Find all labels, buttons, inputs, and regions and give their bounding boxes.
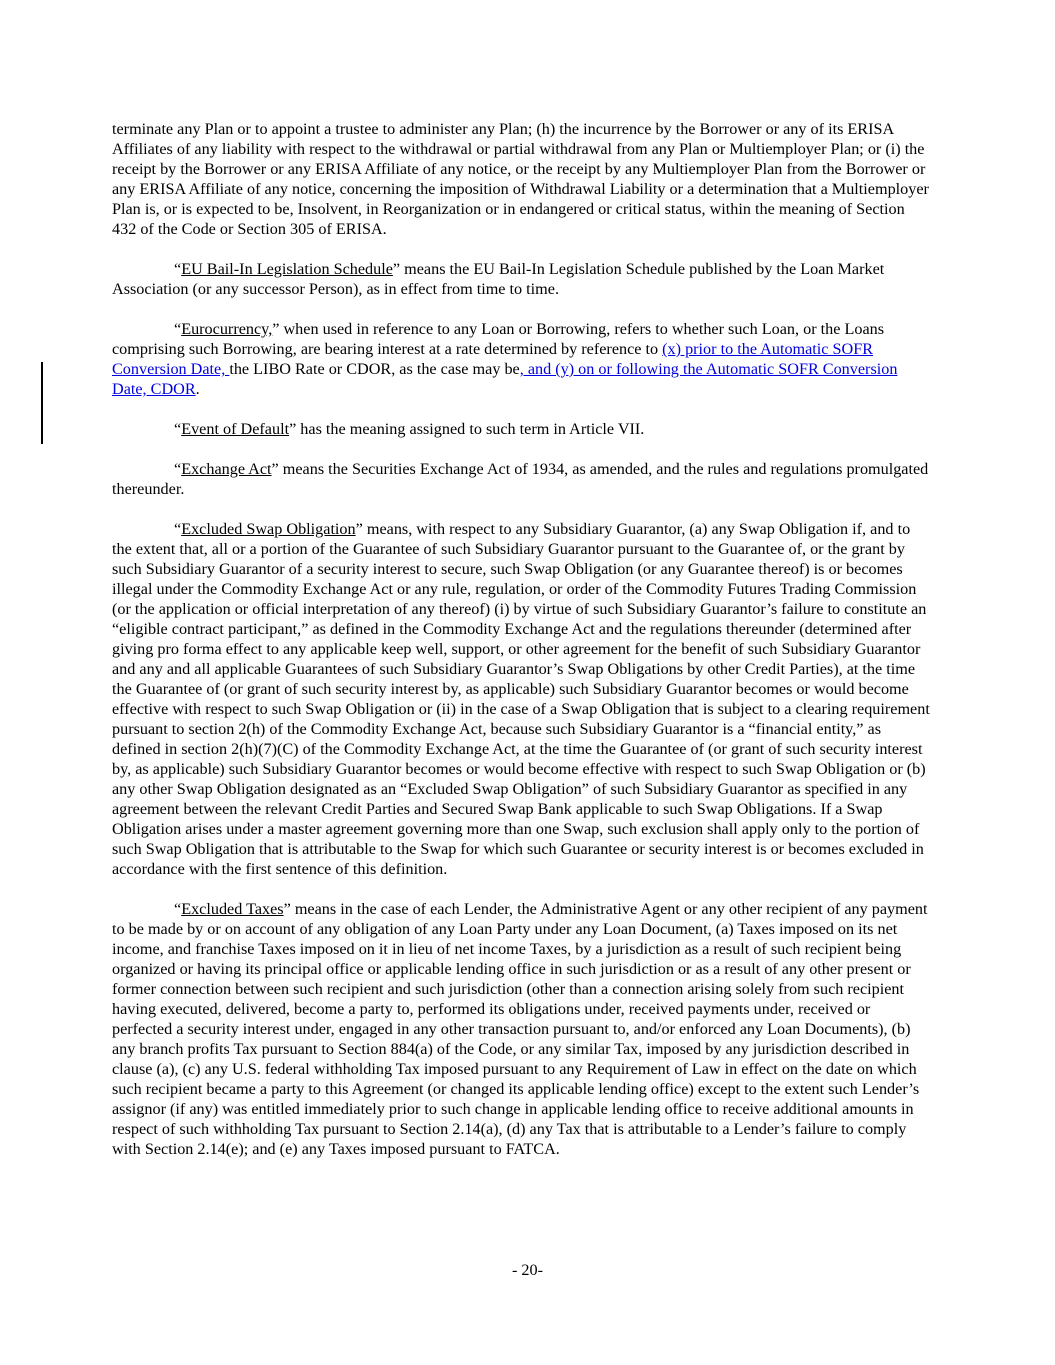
revision-change-bar (41, 362, 43, 444)
text-run: . (195, 380, 200, 398)
text-run: terminate any Plan or to appoint a trustee to administer any Plan; (h) the incurrence by the Borrower or any of its ERISA Affiliates of any liability with respect to the withdrawal or partial withdrawal from any Plan or Multiemployer Plan; or (i) the receipt by the Borrower or any ERISA Affiliate of any notice, or the receipt by any Multiemployer Plan from the Borrower or any ERISA Affiliate of any notice, concerning the imposition of Withdrawal Liability or a determination that a Multiemployer Plan is, or is expected to be, Insolvent, in Reorganization or in endangered or critical status, within the meaning of Section 432 of the Code or Section 305 of ERISA. (112, 120, 929, 238)
text-run: “ (174, 520, 182, 538)
text-run: ” means the Securities Exchange Act of 1934, as amended, and the rules and regulations promulgated thereunder. (112, 460, 929, 498)
page-number: - 20- (511, 1261, 543, 1279)
para-def-eu-bail-in-legislation-schedule (112, 259, 930, 299)
text-run: ” means the EU Bail-In Legislation Schedule published by the Loan Market Association (or any successor Person), as in effect from time to time. (112, 260, 885, 298)
text-run: the LIBO Rate or CDOR, as the case may be (229, 360, 520, 378)
para-def-event-of-default (112, 419, 930, 439)
text-run: ” has the meaning assigned to such term in Article VII. (289, 420, 645, 438)
text-run: “ (174, 460, 182, 478)
text-run: “ (174, 260, 182, 278)
para-def-excluded-swap-obligation (112, 519, 930, 879)
defined-term: EU Bail-In Legislation Schedule (181, 260, 393, 278)
para-def-exchange-act (112, 459, 930, 499)
defined-term: Excluded Taxes (181, 900, 284, 918)
text-run: “ (174, 900, 182, 918)
text-run: ” means, with respect to any Subsidiary Guarantor, (a) any Swap Obligation if, and to the extent that, all or a portion of the Guarantee of such Subsidiary Guarantor pursuant to the Guarantee of, or the grant by such Subsidiary Guarantor of a security interest to secure, such Swap Obligation (or any Guarantee thereof) is or becomes illegal under the Commodity Exchange Act or any rule, regulation, or order of the Commodity Futures Trading Commission (or the application or official interpretation of any thereof) (i) by virtue of such Subsidiary Guarantor’s failure to constitute an “eligible contract participant,” as defined in the Commodity Exchange Act and the regulations thereunder (determined after giving pro forma effect to any applicable keep well, support, or other agreement for the benefit of such Subsidiary Guarantor and any and all applicable Guarantees of such Subsidiary Guarantor’s Swap Obligations by other Credit Parties), at the time the Guarantee of (or grant of such security interest by, as applicable) such Subsidiary Guarantor becomes or would become effective with respect to such Swap Obligation or (ii) in the case of a Swap Obligation that is subject to a clearing requirement pursuant to section 2(h) of the Commodity Exchange Act, because such Subsidiary Guarantor is a “financial entity,” as defined in section 2(h)(7)(C) of the Commodity Exchange Act, at the time the Guarantee of (or grant of such security interest by, as applicable) such Subsidiary Guarantor becomes or would become effective with respect to such Swap Obligation or (b) any other Swap Obligation designated as an “Excluded Swap Obligation” of such Subsidiary Guarantor as specified in any agreement between the relevant Credit Parties and Secured Swap Bank applicable to such Swap Obligations. If a Swap Obligation arises under a master agreement governing more than one Swap, such exclusion shall apply only to the portion of such Swap Obligation that is attributable to the Swap for which such Guarantee or security interest is or becomes excluded in accordance with the first sentence of this definition. (112, 520, 930, 878)
document-body (112, 119, 930, 1179)
para-def-eurocurrency (112, 319, 930, 399)
defined-term: Event of Default (181, 420, 290, 438)
inserted-text: , and (y) on or following the Automatic SOFR Conversion Date, CDOR (112, 360, 898, 398)
text-run: “ (174, 320, 182, 338)
para-def-excluded-taxes (112, 899, 930, 1159)
inserted-text: (x) prior to the Automatic SOFR Conversion Date, (112, 340, 874, 378)
defined-term: Excluded Swap Obligation (181, 520, 356, 538)
defined-term: Exchange Act (181, 460, 272, 478)
text-run: ” when used in reference to any Loan or Borrowing, refers to whether such Loan, or the Loans comprising such Borrowing, are bearing interest at a rate determined by reference to (112, 320, 885, 358)
para-erisa-events-continuation (112, 119, 930, 239)
text-run: “ (174, 420, 182, 438)
defined-term: Eurocurrency, (181, 320, 273, 338)
text-run: ” means in the case of each Lender, the Administrative Agent or any other recipient of any payment to be made by or on account of any obligation of any Loan Party under any Loan Document, (a) Taxes imposed on its net income, and franchise Taxes imposed on it in lieu of net income Taxes, by a jurisdiction as a result of such recipient being organized or having its principal office or applicable lending office in such jurisdiction or as a result of any other present or former connection between such recipient and such jurisdiction (other than a connection arising solely from such recipient having executed, delivered, become a party to, performed its obligations under, received payments under, received or perfected a security interest under, engaged in any other transaction pursuant to, and/or enforced any Loan Documents), (b) any branch profits Tax pursuant to Section 884(a) of the Code, or any similar Tax, imposed by any jurisdiction described in clause (a), (c) any U.S. federal withholding Tax imposed pursuant to any Requirement of Law in effect on the date on which such recipient became a party to this Agreement (or changed its applicable lending office) except to the extent such Lender’s assignor (if any) was entitled immediately prior to such change in applicable lending office to receive additional amounts in respect of such withholding Tax pursuant to Section 2.14(a), (d) any Tax that is attributable to a Lender’s failure to comply with Section 2.14(e); and (e) any Taxes imposed pursuant to FATCA. (112, 900, 928, 1158)
